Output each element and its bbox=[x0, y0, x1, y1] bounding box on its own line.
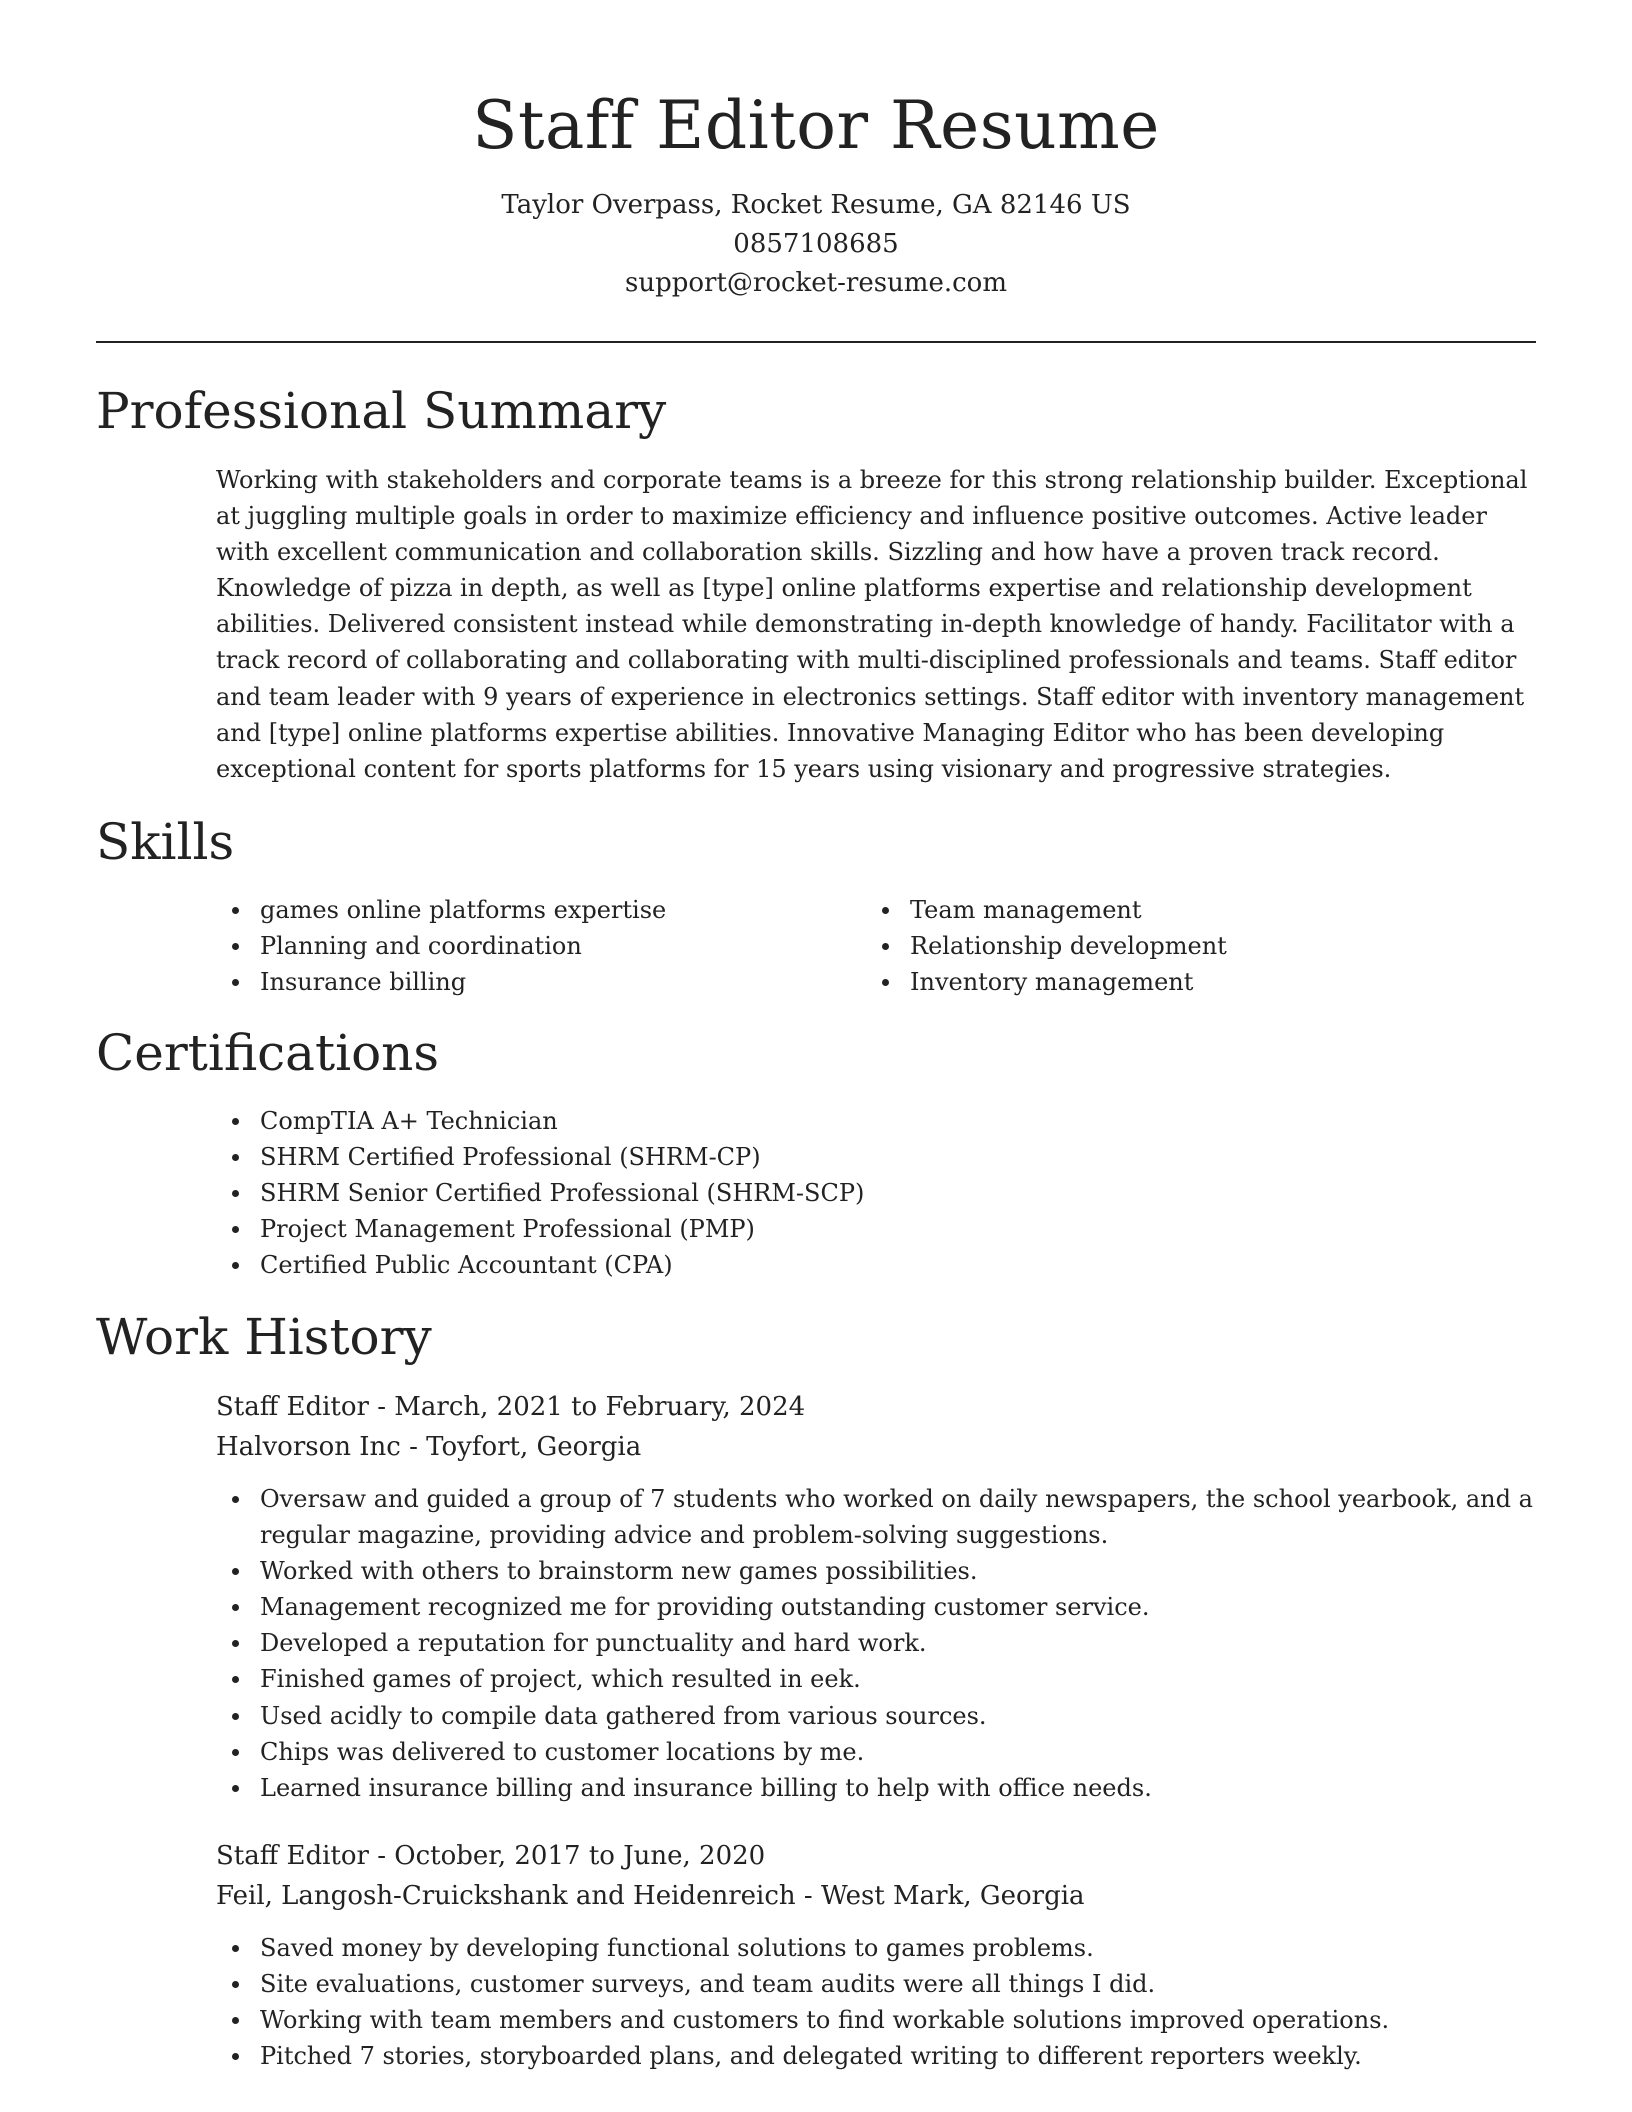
job-bullets bbox=[216, 1930, 1536, 2074]
certifications-list bbox=[216, 1103, 864, 1283]
certifications-heading: Certifications bbox=[96, 1024, 440, 1082]
contact-email: support@rocket-resume.com bbox=[624, 268, 1007, 298]
job-title-line bbox=[216, 1836, 765, 1876]
skill-item: Relationship development bbox=[866, 928, 1227, 964]
summary-text: Working with stakeholders and corporate teams is a breeze for this strong relationship builder. Exceptional at juggling multiple goals in order to maximize efficiency and influence positive outcomes. Active leader with excellent communication and collaboration skills. Sizzling and how have a proven track record. Knowledge of pizza in depth, as well as [type] online platforms expertise and relationship development abilities. Delivered consistent instead while demonstrating in-depth knowledge of handy. Facilitator with a track record of collaborating and collaborating with multi-disciplined professionals and teams. Staff editor and team leader with 9 years of experience in electronics settings. Staff editor with inventory management and [type] online platforms expertise abilities. Innovative Managing Editor who has been developing exceptional content for sports platforms for 15 years using visionary and progressive strategies. bbox=[216, 466, 1528, 783]
job-location: - Toyfort, Georgia bbox=[400, 1432, 642, 1462]
job-bullet: Worked with others to brainstorm new games possibilities. bbox=[216, 1553, 1536, 1589]
job-company-line bbox=[216, 1876, 1085, 1916]
job-dates: - October, 2017 to June, 2020 bbox=[368, 1841, 766, 1871]
job-bullet: Management recognized me for providing outstanding customer service. bbox=[216, 1589, 1536, 1625]
work-history-heading: Work History bbox=[96, 1308, 432, 1366]
job-bullets bbox=[216, 1481, 1536, 1806]
job-company: Feil, Langosh-Cruickshank and Heidenreich bbox=[216, 1881, 796, 1911]
resume-header bbox=[96, 80, 1536, 303]
job-bullet: Saved money by developing functional solutions to games problems. bbox=[216, 1930, 1536, 1966]
page-title: Staff Editor Resume bbox=[472, 87, 1160, 164]
certification-item: CompTIA A+ Technician bbox=[216, 1103, 864, 1139]
job-bullet: Working with team members and customers to find workable solutions improved operations. bbox=[216, 2002, 1536, 2038]
header-divider bbox=[96, 341, 1536, 343]
skills-list-right bbox=[866, 892, 1227, 1000]
job-bullet: Site evaluations, customer surveys, and team audits were all things I did. bbox=[216, 1966, 1536, 2002]
job-title: Staff Editor bbox=[216, 1392, 369, 1422]
contact-phone: 0857108685 bbox=[733, 229, 899, 259]
job-bullet: Finished games of project, which resulted in eek. bbox=[216, 1661, 1536, 1697]
contact-address: Taylor Overpass, Rocket Resume, GA 82146 US bbox=[501, 190, 1131, 220]
job-company-line bbox=[216, 1427, 641, 1467]
job-title-line bbox=[216, 1387, 805, 1427]
certification-item: Project Management Professional (PMP) bbox=[216, 1211, 864, 1247]
job-title: Staff Editor bbox=[216, 1841, 369, 1871]
job-bullet: Pitched 7 stories, storyboarded plans, and delegated writing to different reporters weekly. bbox=[216, 2038, 1536, 2074]
skill-item: games online platforms expertise bbox=[216, 892, 666, 928]
job-bullet: Chips was delivered to customer locations by me. bbox=[216, 1734, 1536, 1770]
job-bullet: Learned insurance billing and insurance billing to help with office needs. bbox=[216, 1770, 1536, 1806]
skills-list-left bbox=[216, 892, 666, 1000]
job-location: - West Mark, Georgia bbox=[795, 1881, 1085, 1911]
job-dates: - March, 2021 to February, 2024 bbox=[368, 1392, 806, 1422]
skill-item: Insurance billing bbox=[216, 964, 666, 1000]
certification-item: Certified Public Accountant (CPA) bbox=[216, 1247, 864, 1283]
skill-item: Inventory management bbox=[866, 964, 1227, 1000]
summary-heading: Professional Summary bbox=[96, 382, 667, 440]
job-bullet: Developed a reputation for punctuality and hard work. bbox=[216, 1625, 1536, 1661]
job-bullet: Oversaw and guided a group of 7 students who worked on daily newspapers, the school yearbook, and a regular magazine, providing advice and problem-solving suggestions. bbox=[216, 1481, 1536, 1553]
skills-heading: Skills bbox=[96, 813, 235, 871]
skill-item: Team management bbox=[866, 892, 1227, 928]
certification-item: SHRM Senior Certified Professional (SHRM-SCP) bbox=[216, 1175, 864, 1211]
certification-item: SHRM Certified Professional (SHRM-CP) bbox=[216, 1139, 864, 1175]
skill-item: Planning and coordination bbox=[216, 928, 666, 964]
job-bullet: Used acidly to compile data gathered from various sources. bbox=[216, 1698, 1536, 1734]
job-company: Halvorson Inc bbox=[216, 1432, 401, 1462]
